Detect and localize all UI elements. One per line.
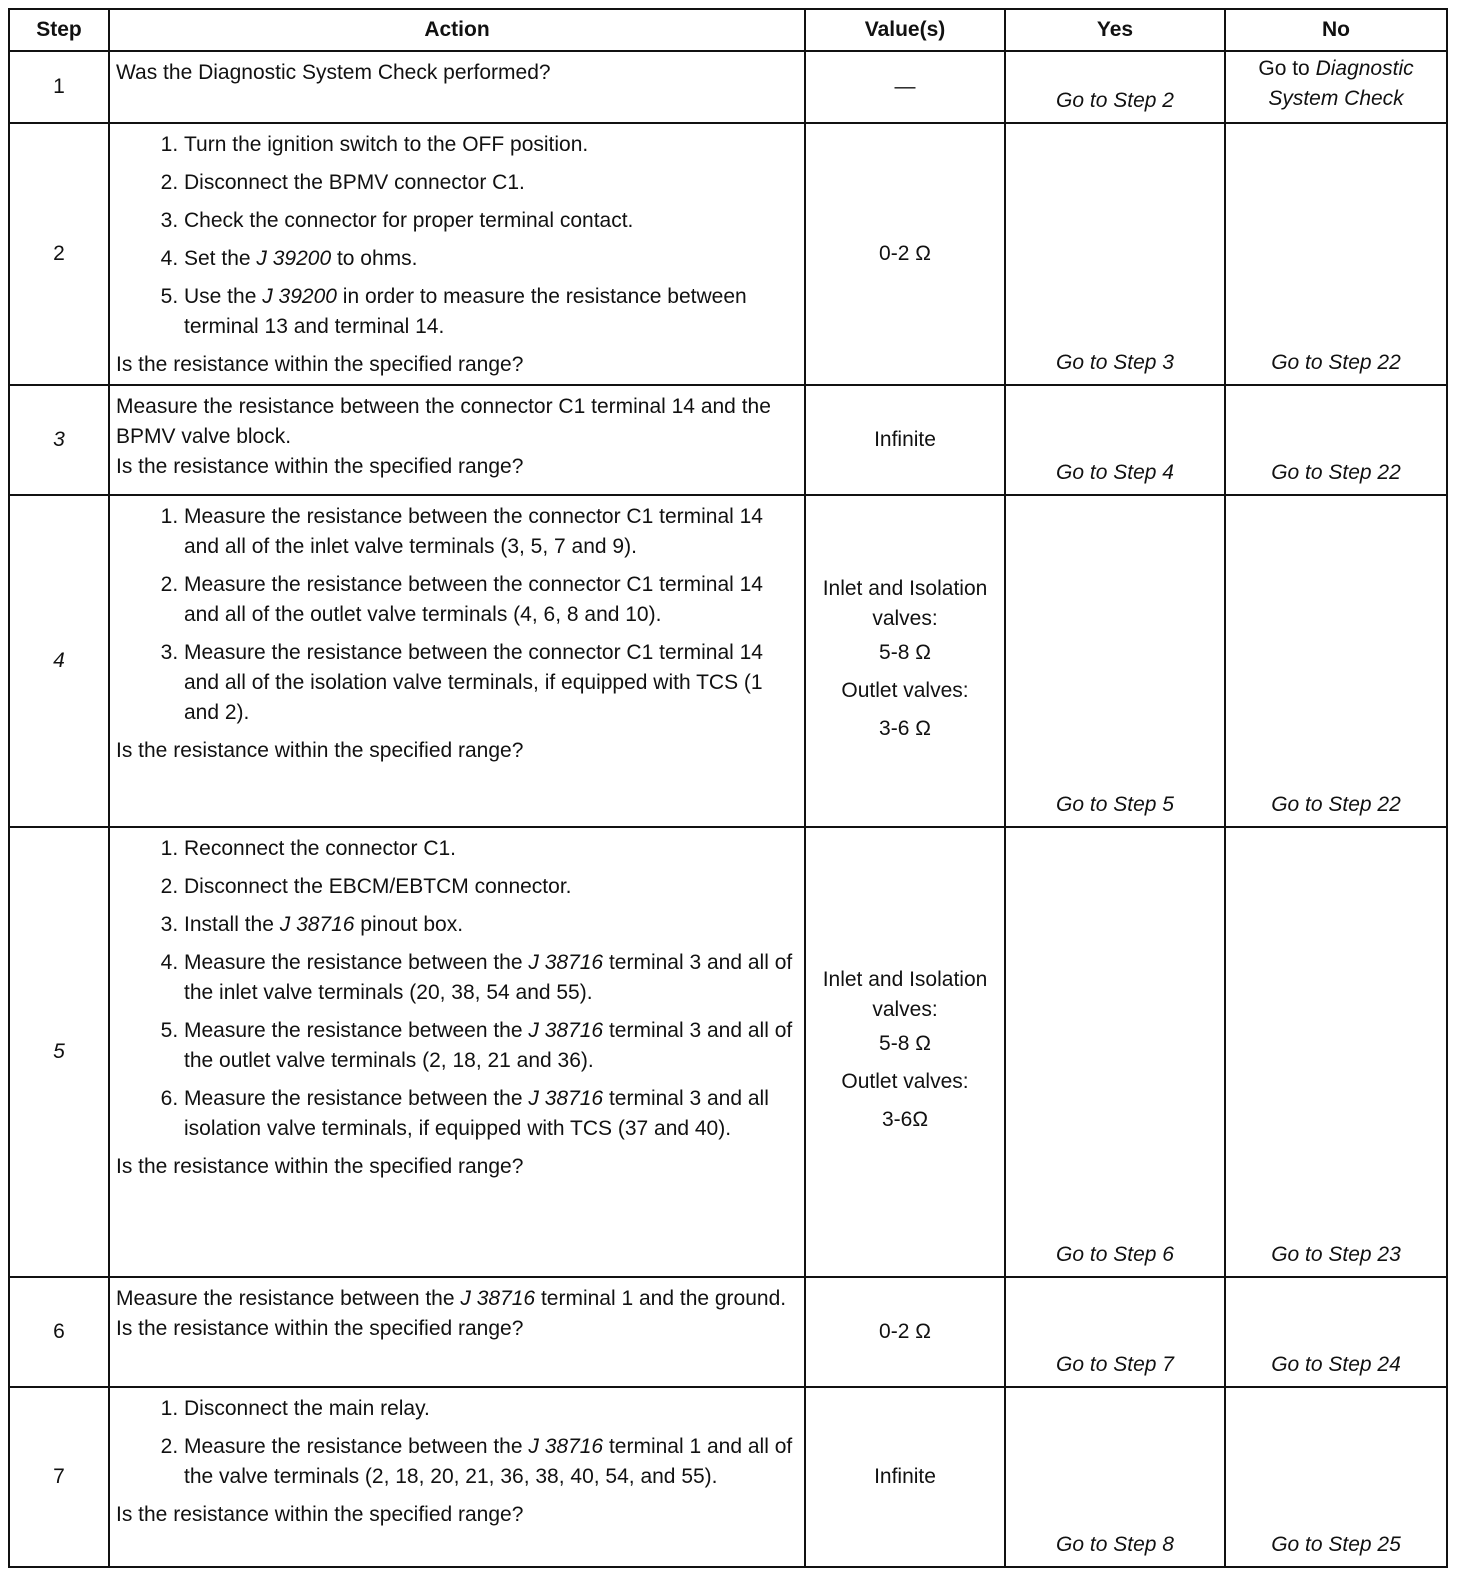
action-text <box>109 51 805 123</box>
step-number: 6 <box>9 1277 109 1387</box>
yes-cell: Go to Step 2 <box>1005 51 1225 123</box>
value-line: 5-8 Ω <box>879 1032 931 1055</box>
value-cell: Infinite <box>805 1387 1005 1567</box>
list-item: 2. Disconnect the EBCM/EBTCM connector. <box>184 872 796 902</box>
list-item: 2. Disconnect the BPMV connector C1. <box>184 168 796 198</box>
action-text <box>109 123 805 385</box>
list-item: 3. Measure the resistance between the connector C1 terminal 14 and all of the isolation valve terminals, if equipped with TCS (1 and 2). <box>184 638 796 728</box>
no-cell <box>1225 51 1447 123</box>
yes-cell: Go to Step 4 <box>1005 385 1225 495</box>
list-item: 2. Measure the resistance between the J 38716 terminal 1 and all of the valve terminals (2, 18, 20, 21, 36, 38, 40, 54, and 55). <box>184 1432 796 1492</box>
header-yes: Yes <box>1005 9 1225 51</box>
yes-cell: Go to Step 6 <box>1005 827 1225 1277</box>
step-number: 3 <box>9 385 109 495</box>
header-no: No <box>1225 9 1447 51</box>
list-item: 3. Install the J 38716 pinout box. <box>184 910 796 940</box>
list-item: 4. Set the J 39200 to ohms. <box>184 244 796 274</box>
table-row <box>9 827 1447 1277</box>
step-number: 5 <box>9 827 109 1277</box>
step-number: 2 <box>9 123 109 385</box>
list-item: 1. Disconnect the main relay. <box>184 1394 796 1424</box>
action-question: Is the resistance within the specified range? <box>116 353 524 376</box>
no-prefix: Go to <box>1258 57 1316 80</box>
action-question: Is the resistance within the specified range? <box>116 455 524 478</box>
value-cell: 0-2 Ω <box>805 1277 1005 1387</box>
list-item: 6. Measure the resistance between the J 38716 terminal 3 and all isolation valve terminals, if equipped with TCS (37 and 40). <box>184 1084 796 1144</box>
value-line: Outlet valves: <box>841 1070 969 1093</box>
value-line: 3-6 Ω <box>879 717 931 740</box>
action-text <box>109 1387 805 1567</box>
action-list <box>116 834 796 1144</box>
action-list <box>116 130 796 342</box>
step-number: 4 <box>9 495 109 827</box>
action-question: Is the resistance within the specified range? <box>116 1503 524 1526</box>
action-text <box>109 495 805 827</box>
step-number: 7 <box>9 1387 109 1567</box>
no-cell: Go to Step 22 <box>1225 495 1447 827</box>
list-item: 1. Measure the resistance between the connector C1 terminal 14 and all of the inlet valve terminals (3, 5, 7 and 9). <box>184 502 796 562</box>
list-item: 1. Turn the ignition switch to the OFF position. <box>184 130 796 160</box>
no-link: Diagnostic System Check <box>1268 57 1414 110</box>
header-step: Step <box>9 9 109 51</box>
table-row <box>9 385 1447 495</box>
value-line: 3-6Ω <box>881 1108 929 1131</box>
value-cell: 0-2 Ω <box>805 123 1005 385</box>
no-cell: Go to Step 23 <box>1225 827 1447 1277</box>
table-row <box>9 51 1447 123</box>
value-cell: Infinite <box>805 385 1005 495</box>
value-line: 5-8 Ω <box>879 641 931 664</box>
yes-cell: Go to Step 3 <box>1005 123 1225 385</box>
yes-cell: Go to Step 7 <box>1005 1277 1225 1387</box>
action-intro: Measure the resistance between the connector C1 terminal 14 and the BPMV valve block. <box>116 395 771 448</box>
action-intro: Was the Diagnostic System Check performed? <box>116 61 551 84</box>
diagnostic-table <box>8 8 1448 1568</box>
table-row <box>9 495 1447 827</box>
value-cell <box>805 495 1005 827</box>
list-item: 4. Measure the resistance between the J 38716 terminal 3 and all of the inlet valve terminals (20, 38, 54 and 55). <box>184 948 796 1008</box>
action-question: Is the resistance within the specified range? <box>116 1155 524 1178</box>
action-text <box>109 827 805 1277</box>
header-values: Value(s) <box>805 9 1005 51</box>
action-list <box>116 1394 796 1492</box>
table-row <box>9 1277 1447 1387</box>
value-cell <box>805 827 1005 1277</box>
yes-cell: Go to Step 8 <box>1005 1387 1225 1567</box>
no-cell: Go to Step 22 <box>1225 123 1447 385</box>
action-text <box>109 385 805 495</box>
action-list <box>116 502 796 728</box>
table-row <box>9 1387 1447 1567</box>
action-question: Is the resistance within the specified range? <box>116 1317 524 1340</box>
table-row <box>9 123 1447 385</box>
value-line: Inlet and Isolation valves: <box>822 968 988 1021</box>
no-cell: Go to Step 25 <box>1225 1387 1447 1567</box>
action-text <box>109 1277 805 1387</box>
list-item: 3. Check the connector for proper terminal contact. <box>184 206 796 236</box>
list-item: 1. Reconnect the connector C1. <box>184 834 796 864</box>
header-row <box>9 9 1447 51</box>
action-question: Is the resistance within the specified range? <box>116 739 524 762</box>
value-cell: — <box>805 51 1005 123</box>
no-cell: Go to Step 22 <box>1225 385 1447 495</box>
yes-cell: Go to Step 5 <box>1005 495 1225 827</box>
list-item: 5. Measure the resistance between the J 38716 terminal 3 and all of the outlet valve terminals (2, 18, 21 and 36). <box>184 1016 796 1076</box>
action-intro: Measure the resistance between the J 38716 terminal 1 and the ground. <box>116 1287 787 1310</box>
list-item: 5. Use the J 39200 in order to measure the resistance between terminal 13 and terminal 14. <box>184 282 796 342</box>
step-number: 1 <box>9 51 109 123</box>
header-action: Action <box>109 9 805 51</box>
no-cell: Go to Step 24 <box>1225 1277 1447 1387</box>
value-line: Inlet and Isolation valves: <box>822 577 988 630</box>
value-line: Outlet valves: <box>841 679 969 702</box>
list-item: 2. Measure the resistance between the connector C1 terminal 14 and all of the outlet valve terminals (4, 6, 8 and 10). <box>184 570 796 630</box>
